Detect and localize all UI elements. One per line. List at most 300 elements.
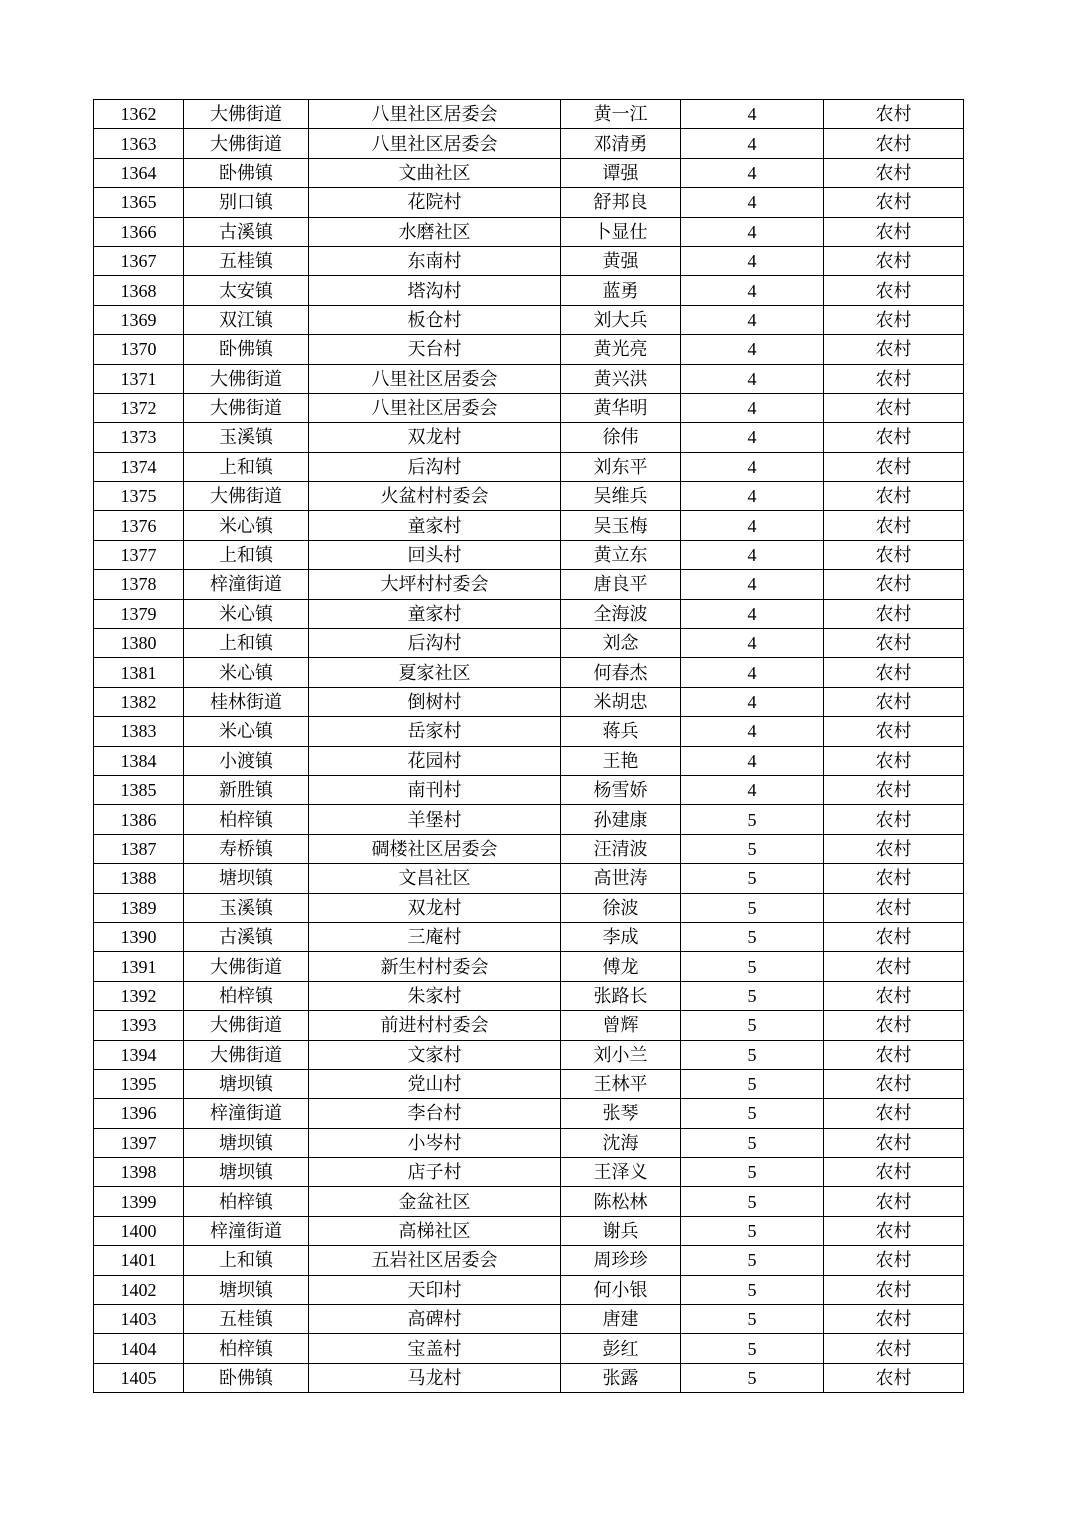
- cell-person-name: 曾辉: [561, 1011, 681, 1040]
- cell-person-name: 何春杰: [561, 658, 681, 687]
- cell-count: 5: [681, 1275, 824, 1304]
- cell-index: 1404: [94, 1334, 184, 1363]
- cell-index: 1380: [94, 629, 184, 658]
- cell-index: 1377: [94, 540, 184, 569]
- cell-category: 农村: [824, 1099, 964, 1128]
- cell-village: 双龙村: [309, 893, 561, 922]
- cell-person-name: 黄华明: [561, 393, 681, 422]
- table-row: [94, 864, 964, 893]
- cell-village: 八里社区居委会: [309, 393, 561, 422]
- table-row: [94, 158, 964, 187]
- cell-town: 梓潼街道: [184, 1099, 309, 1128]
- cell-count: 4: [681, 452, 824, 481]
- cell-category: 农村: [824, 599, 964, 628]
- cell-town: 双江镇: [184, 305, 309, 334]
- cell-index: 1381: [94, 658, 184, 687]
- cell-person-name: 王泽义: [561, 1158, 681, 1187]
- cell-town: 玉溪镇: [184, 893, 309, 922]
- cell-count: 4: [681, 393, 824, 422]
- cell-town: 上和镇: [184, 452, 309, 481]
- cell-town: 米心镇: [184, 599, 309, 628]
- cell-count: 4: [681, 570, 824, 599]
- cell-count: 5: [681, 1158, 824, 1187]
- cell-village: 水磨社区: [309, 217, 561, 246]
- cell-count: 5: [681, 1187, 824, 1216]
- table-row: [94, 717, 964, 746]
- cell-count: 4: [681, 188, 824, 217]
- cell-category: 农村: [824, 423, 964, 452]
- cell-town: 新胜镇: [184, 775, 309, 804]
- table-row: [94, 188, 964, 217]
- cell-village: 夏家社区: [309, 658, 561, 687]
- cell-category: 农村: [824, 452, 964, 481]
- cell-town: 小渡镇: [184, 746, 309, 775]
- cell-index: 1403: [94, 1305, 184, 1334]
- cell-index: 1367: [94, 246, 184, 275]
- cell-count: 4: [681, 599, 824, 628]
- table-row: [94, 100, 964, 129]
- table-row: [94, 482, 964, 511]
- cell-person-name: 陈松林: [561, 1187, 681, 1216]
- cell-category: 农村: [824, 1275, 964, 1304]
- cell-count: 5: [681, 922, 824, 951]
- cell-village: 李台村: [309, 1099, 561, 1128]
- table-row: [94, 1128, 964, 1157]
- cell-category: 农村: [824, 805, 964, 834]
- table-row: [94, 1275, 964, 1304]
- cell-category: 农村: [824, 393, 964, 422]
- cell-index: 1390: [94, 922, 184, 951]
- cell-index: 1363: [94, 129, 184, 158]
- table-row: [94, 1069, 964, 1098]
- table-row: [94, 599, 964, 628]
- cell-person-name: 全海波: [561, 599, 681, 628]
- cell-category: 农村: [824, 246, 964, 275]
- cell-person-name: 米胡忠: [561, 687, 681, 716]
- cell-town: 太安镇: [184, 276, 309, 305]
- cell-person-name: 刘小兰: [561, 1040, 681, 1069]
- table-row: [94, 335, 964, 364]
- cell-person-name: 徐伟: [561, 423, 681, 452]
- cell-category: 农村: [824, 687, 964, 716]
- cell-town: 玉溪镇: [184, 423, 309, 452]
- cell-category: 农村: [824, 276, 964, 305]
- cell-index: 1382: [94, 687, 184, 716]
- table-row: [94, 423, 964, 452]
- cell-count: 4: [681, 629, 824, 658]
- cell-category: 农村: [824, 335, 964, 364]
- cell-person-name: 高世涛: [561, 864, 681, 893]
- cell-category: 农村: [824, 981, 964, 1010]
- cell-town: 古溪镇: [184, 217, 309, 246]
- cell-index: 1379: [94, 599, 184, 628]
- cell-village: 五岩社区居委会: [309, 1246, 561, 1275]
- cell-town: 大佛街道: [184, 1011, 309, 1040]
- cell-count: 4: [681, 775, 824, 804]
- table-row: [94, 364, 964, 393]
- cell-index: 1400: [94, 1216, 184, 1245]
- cell-town: 大佛街道: [184, 952, 309, 981]
- cell-category: 农村: [824, 364, 964, 393]
- cell-count: 5: [681, 1011, 824, 1040]
- cell-index: 1375: [94, 482, 184, 511]
- cell-count: 4: [681, 100, 824, 129]
- cell-person-name: 黄兴洪: [561, 364, 681, 393]
- cell-person-name: 徐波: [561, 893, 681, 922]
- cell-person-name: 王艳: [561, 746, 681, 775]
- cell-person-name: 刘念: [561, 629, 681, 658]
- cell-index: 1394: [94, 1040, 184, 1069]
- cell-town: 米心镇: [184, 511, 309, 540]
- cell-person-name: 蒋兵: [561, 717, 681, 746]
- cell-category: 农村: [824, 482, 964, 511]
- cell-category: 农村: [824, 952, 964, 981]
- cell-category: 农村: [824, 922, 964, 951]
- cell-index: 1388: [94, 864, 184, 893]
- cell-index: 1369: [94, 305, 184, 334]
- table-row: [94, 1246, 964, 1275]
- cell-town: 卧佛镇: [184, 335, 309, 364]
- table-row: [94, 746, 964, 775]
- cell-person-name: 黄光亮: [561, 335, 681, 364]
- table-row: [94, 1216, 964, 1245]
- cell-village: 碉楼社区居委会: [309, 834, 561, 863]
- cell-index: 1389: [94, 893, 184, 922]
- cell-index: 1385: [94, 775, 184, 804]
- cell-category: 农村: [824, 629, 964, 658]
- cell-category: 农村: [824, 1334, 964, 1363]
- cell-category: 农村: [824, 129, 964, 158]
- cell-village: 倒树村: [309, 687, 561, 716]
- cell-town: 大佛街道: [184, 393, 309, 422]
- cell-town: 柏梓镇: [184, 981, 309, 1010]
- cell-village: 塔沟村: [309, 276, 561, 305]
- cell-town: 大佛街道: [184, 364, 309, 393]
- cell-village: 马龙村: [309, 1363, 561, 1392]
- table-row: [94, 246, 964, 275]
- table-body: [94, 100, 964, 1393]
- cell-count: 4: [681, 158, 824, 187]
- cell-person-name: 张路长: [561, 981, 681, 1010]
- cell-town: 大佛街道: [184, 1040, 309, 1069]
- cell-count: 5: [681, 1128, 824, 1157]
- table-row: [94, 1334, 964, 1363]
- cell-count: 5: [681, 893, 824, 922]
- cell-index: 1392: [94, 981, 184, 1010]
- cell-village: 新生村村委会: [309, 952, 561, 981]
- cell-index: 1376: [94, 511, 184, 540]
- cell-count: 5: [681, 1363, 824, 1392]
- cell-category: 农村: [824, 570, 964, 599]
- table-row: [94, 629, 964, 658]
- table-row: [94, 1363, 964, 1392]
- cell-count: 5: [681, 1069, 824, 1098]
- table-row: [94, 1011, 964, 1040]
- cell-category: 农村: [824, 1128, 964, 1157]
- cell-person-name: 卜显仕: [561, 217, 681, 246]
- cell-village: 板仓村: [309, 305, 561, 334]
- cell-count: 4: [681, 482, 824, 511]
- cell-village: 文家村: [309, 1040, 561, 1069]
- cell-category: 农村: [824, 1187, 964, 1216]
- cell-category: 农村: [824, 1363, 964, 1392]
- cell-person-name: 杨雪娇: [561, 775, 681, 804]
- cell-category: 农村: [824, 775, 964, 804]
- cell-index: 1396: [94, 1099, 184, 1128]
- cell-person-name: 汪清波: [561, 834, 681, 863]
- cell-count: 5: [681, 1040, 824, 1069]
- cell-town: 古溪镇: [184, 922, 309, 951]
- cell-village: 后沟村: [309, 629, 561, 658]
- cell-village: 童家村: [309, 599, 561, 628]
- cell-village: 八里社区居委会: [309, 100, 561, 129]
- cell-category: 农村: [824, 658, 964, 687]
- cell-index: 1371: [94, 364, 184, 393]
- cell-category: 农村: [824, 834, 964, 863]
- cell-town: 米心镇: [184, 658, 309, 687]
- cell-person-name: 彭红: [561, 1334, 681, 1363]
- cell-index: 1364: [94, 158, 184, 187]
- table-row: [94, 511, 964, 540]
- cell-village: 回头村: [309, 540, 561, 569]
- cell-village: 小岑村: [309, 1128, 561, 1157]
- cell-town: 卧佛镇: [184, 158, 309, 187]
- table-row: [94, 834, 964, 863]
- cell-category: 农村: [824, 1011, 964, 1040]
- cell-index: 1386: [94, 805, 184, 834]
- cell-village: 党山村: [309, 1069, 561, 1098]
- cell-village: 后沟村: [309, 452, 561, 481]
- cell-person-name: 唐建: [561, 1305, 681, 1334]
- cell-category: 农村: [824, 1305, 964, 1334]
- cell-town: 塘坝镇: [184, 1158, 309, 1187]
- cell-category: 农村: [824, 100, 964, 129]
- table-row: [94, 1040, 964, 1069]
- cell-person-name: 刘东平: [561, 452, 681, 481]
- cell-town: 卧佛镇: [184, 1363, 309, 1392]
- cell-category: 农村: [824, 511, 964, 540]
- cell-town: 五桂镇: [184, 246, 309, 275]
- cell-town: 柏梓镇: [184, 805, 309, 834]
- cell-count: 4: [681, 364, 824, 393]
- data-table: [93, 99, 964, 1393]
- cell-person-name: 王林平: [561, 1069, 681, 1098]
- cell-index: 1372: [94, 393, 184, 422]
- cell-town: 寿桥镇: [184, 834, 309, 863]
- cell-person-name: 黄一江: [561, 100, 681, 129]
- cell-count: 5: [681, 1334, 824, 1363]
- cell-count: 5: [681, 834, 824, 863]
- cell-count: 4: [681, 658, 824, 687]
- cell-category: 农村: [824, 540, 964, 569]
- cell-index: 1387: [94, 834, 184, 863]
- cell-village: 南刊村: [309, 775, 561, 804]
- cell-village: 大坪村村委会: [309, 570, 561, 599]
- cell-index: 1402: [94, 1275, 184, 1304]
- cell-person-name: 唐良平: [561, 570, 681, 599]
- cell-village: 前进村村委会: [309, 1011, 561, 1040]
- cell-person-name: 刘大兵: [561, 305, 681, 334]
- table-row: [94, 129, 964, 158]
- table-row: [94, 658, 964, 687]
- cell-town: 塘坝镇: [184, 1128, 309, 1157]
- cell-village: 朱家村: [309, 981, 561, 1010]
- cell-village: 文曲社区: [309, 158, 561, 187]
- cell-index: 1401: [94, 1246, 184, 1275]
- cell-village: 花园村: [309, 746, 561, 775]
- cell-index: 1370: [94, 335, 184, 364]
- cell-count: 5: [681, 805, 824, 834]
- cell-count: 4: [681, 511, 824, 540]
- cell-village: 文昌社区: [309, 864, 561, 893]
- cell-category: 农村: [824, 746, 964, 775]
- table-row: [94, 393, 964, 422]
- cell-town: 梓潼街道: [184, 1216, 309, 1245]
- cell-category: 农村: [824, 158, 964, 187]
- cell-village: 花院村: [309, 188, 561, 217]
- cell-town: 塘坝镇: [184, 1275, 309, 1304]
- cell-village: 八里社区居委会: [309, 129, 561, 158]
- cell-category: 农村: [824, 1216, 964, 1245]
- cell-index: 1399: [94, 1187, 184, 1216]
- cell-count: 4: [681, 423, 824, 452]
- cell-index: 1374: [94, 452, 184, 481]
- table-row: [94, 276, 964, 305]
- cell-index: 1366: [94, 217, 184, 246]
- table-row: [94, 981, 964, 1010]
- cell-index: 1397: [94, 1128, 184, 1157]
- cell-count: 4: [681, 335, 824, 364]
- cell-category: 农村: [824, 717, 964, 746]
- table-row: [94, 540, 964, 569]
- cell-village: 宝盖村: [309, 1334, 561, 1363]
- cell-count: 4: [681, 305, 824, 334]
- table-row: [94, 305, 964, 334]
- cell-village: 金盆社区: [309, 1187, 561, 1216]
- cell-town: 桂林街道: [184, 687, 309, 716]
- table-row: [94, 1305, 964, 1334]
- table-row: [94, 687, 964, 716]
- cell-person-name: 周珍珍: [561, 1246, 681, 1275]
- cell-village: 羊堡村: [309, 805, 561, 834]
- cell-index: 1365: [94, 188, 184, 217]
- cell-index: 1391: [94, 952, 184, 981]
- cell-category: 农村: [824, 305, 964, 334]
- cell-count: 4: [681, 217, 824, 246]
- cell-category: 农村: [824, 864, 964, 893]
- cell-person-name: 谭强: [561, 158, 681, 187]
- cell-person-name: 何小银: [561, 1275, 681, 1304]
- cell-index: 1384: [94, 746, 184, 775]
- cell-category: 农村: [824, 893, 964, 922]
- cell-count: 5: [681, 981, 824, 1010]
- cell-category: 农村: [824, 188, 964, 217]
- cell-town: 上和镇: [184, 629, 309, 658]
- cell-person-name: 蓝勇: [561, 276, 681, 305]
- cell-person-name: 沈海: [561, 1128, 681, 1157]
- table-row: [94, 893, 964, 922]
- cell-village: 高梯社区: [309, 1216, 561, 1245]
- cell-count: 5: [681, 1246, 824, 1275]
- cell-village: 童家村: [309, 511, 561, 540]
- cell-village: 八里社区居委会: [309, 364, 561, 393]
- cell-person-name: 黄强: [561, 246, 681, 275]
- cell-index: 1368: [94, 276, 184, 305]
- cell-town: 大佛街道: [184, 100, 309, 129]
- cell-index: 1395: [94, 1069, 184, 1098]
- table-row: [94, 775, 964, 804]
- cell-index: 1373: [94, 423, 184, 452]
- cell-count: 5: [681, 1216, 824, 1245]
- table-row: [94, 1187, 964, 1216]
- cell-count: 4: [681, 687, 824, 716]
- cell-town: 柏梓镇: [184, 1187, 309, 1216]
- cell-town: 塘坝镇: [184, 864, 309, 893]
- cell-person-name: 舒邦良: [561, 188, 681, 217]
- cell-village: 东南村: [309, 246, 561, 275]
- cell-town: 塘坝镇: [184, 1069, 309, 1098]
- cell-index: 1378: [94, 570, 184, 599]
- cell-count: 4: [681, 129, 824, 158]
- cell-index: 1383: [94, 717, 184, 746]
- cell-town: 米心镇: [184, 717, 309, 746]
- cell-category: 农村: [824, 1158, 964, 1187]
- cell-town: 柏梓镇: [184, 1334, 309, 1363]
- cell-town: 五桂镇: [184, 1305, 309, 1334]
- cell-village: 火盆村村委会: [309, 482, 561, 511]
- table-row: [94, 805, 964, 834]
- cell-village: 高碑村: [309, 1305, 561, 1334]
- cell-village: 双龙村: [309, 423, 561, 452]
- table-row: [94, 1158, 964, 1187]
- cell-category: 农村: [824, 217, 964, 246]
- cell-town: 别口镇: [184, 188, 309, 217]
- cell-count: 4: [681, 540, 824, 569]
- cell-person-name: 黄立东: [561, 540, 681, 569]
- cell-village: 天台村: [309, 335, 561, 364]
- cell-village: 三庵村: [309, 922, 561, 951]
- cell-count: 4: [681, 717, 824, 746]
- cell-index: 1362: [94, 100, 184, 129]
- cell-town: 大佛街道: [184, 129, 309, 158]
- table-row: [94, 217, 964, 246]
- cell-person-name: 张琴: [561, 1099, 681, 1128]
- cell-count: 4: [681, 746, 824, 775]
- cell-person-name: 孙建康: [561, 805, 681, 834]
- table-row: [94, 1099, 964, 1128]
- cell-count: 5: [681, 1099, 824, 1128]
- cell-count: 5: [681, 952, 824, 981]
- cell-count: 5: [681, 864, 824, 893]
- cell-category: 农村: [824, 1040, 964, 1069]
- cell-person-name: 邓清勇: [561, 129, 681, 158]
- cell-town: 上和镇: [184, 1246, 309, 1275]
- cell-count: 5: [681, 1305, 824, 1334]
- cell-person-name: 李成: [561, 922, 681, 951]
- table-row: [94, 570, 964, 599]
- cell-index: 1398: [94, 1158, 184, 1187]
- cell-town: 大佛街道: [184, 482, 309, 511]
- cell-person-name: 吴维兵: [561, 482, 681, 511]
- table-row: [94, 952, 964, 981]
- cell-index: 1405: [94, 1363, 184, 1392]
- table-row: [94, 922, 964, 951]
- cell-category: 农村: [824, 1069, 964, 1098]
- cell-count: 4: [681, 276, 824, 305]
- cell-town: 上和镇: [184, 540, 309, 569]
- cell-person-name: 吴玉梅: [561, 511, 681, 540]
- cell-village: 岳家村: [309, 717, 561, 746]
